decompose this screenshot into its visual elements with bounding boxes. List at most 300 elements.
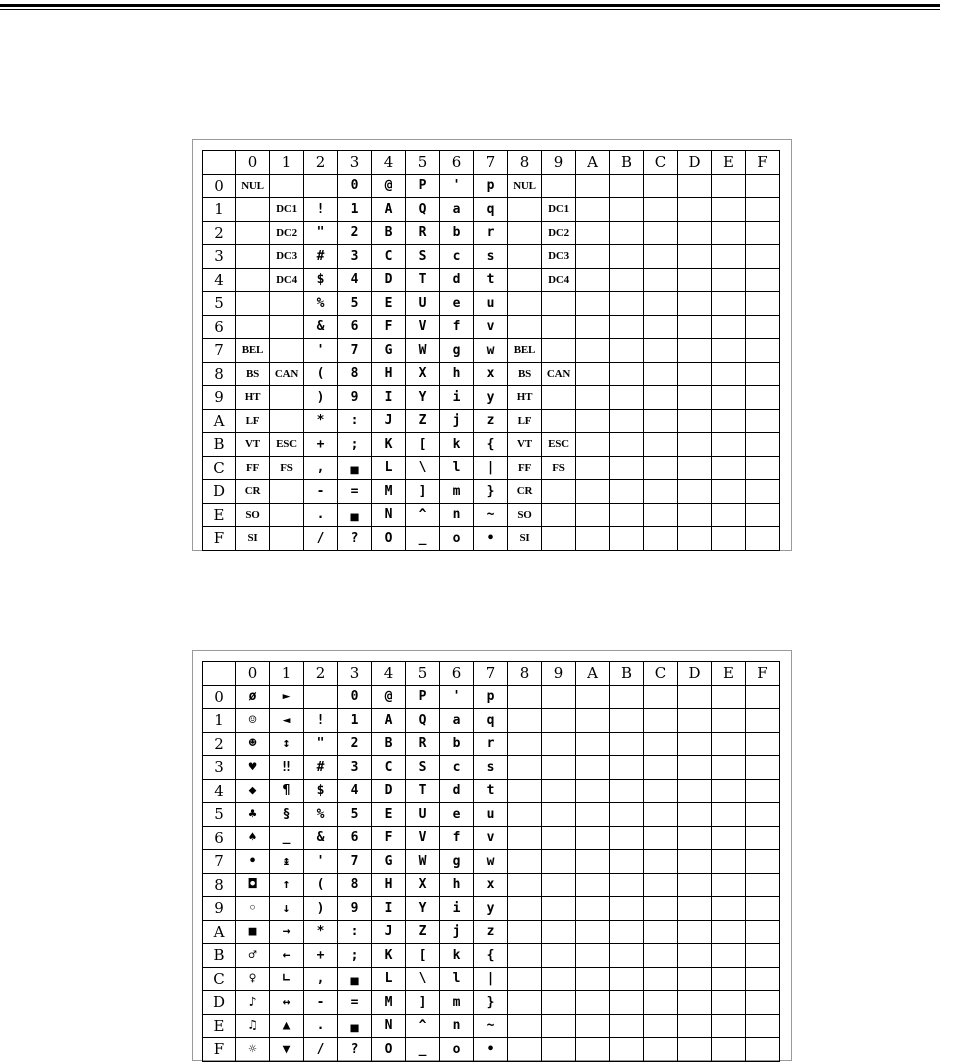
char-cell (508, 779, 542, 803)
char-cell: ! (304, 198, 338, 222)
char-cell: _ (406, 527, 440, 551)
corner-cell (203, 151, 236, 175)
char-cell (644, 897, 678, 921)
char-cell: 2 (338, 732, 372, 756)
char-cell (508, 198, 542, 222)
char-cell (576, 1014, 610, 1038)
char-cell: , (304, 967, 338, 991)
col-header: F (746, 662, 780, 686)
char-cell (610, 826, 644, 850)
corner-cell (203, 662, 236, 686)
table-row (203, 803, 780, 827)
char-cell: } (474, 991, 508, 1015)
char-cell: F (372, 315, 406, 339)
char-cell: 8 (338, 362, 372, 386)
char-cell: DC1 (270, 198, 304, 222)
table-row (203, 732, 780, 756)
table-row (203, 221, 780, 245)
char-cell (678, 174, 712, 198)
table-row (203, 409, 780, 433)
char-cell: ▄ (338, 456, 372, 480)
char-cell (746, 480, 780, 504)
col-header: 8 (508, 662, 542, 686)
char-cell (678, 873, 712, 897)
char-cell (508, 850, 542, 874)
char-cell (678, 386, 712, 410)
char-cell: → (270, 920, 304, 944)
char-cell: V (406, 315, 440, 339)
char-cell (678, 897, 712, 921)
char-cell (644, 409, 678, 433)
row-header: 5 (203, 803, 236, 827)
row-header: D (203, 480, 236, 504)
char-cell (678, 850, 712, 874)
char-cell: D (372, 268, 406, 292)
row-header: 2 (203, 221, 236, 245)
char-cell: DC3 (270, 245, 304, 269)
char-cell: [ (406, 944, 440, 968)
char-cell (712, 756, 746, 780)
char-cell (746, 944, 780, 968)
char-cell (678, 527, 712, 551)
char-cell (576, 1038, 610, 1062)
table-row (203, 268, 780, 292)
char-cell: { (474, 944, 508, 968)
char-cell: ^ (406, 1014, 440, 1038)
char-table-2 (202, 661, 780, 1062)
char-cell (712, 685, 746, 709)
char-cell (746, 198, 780, 222)
char-cell: 7 (338, 339, 372, 363)
char-cell: K (372, 433, 406, 457)
char-cell: o (440, 1038, 474, 1062)
char-cell (508, 732, 542, 756)
char-cell: 3 (338, 245, 372, 269)
char-cell (712, 803, 746, 827)
char-cell: r (474, 732, 508, 756)
char-cell (712, 991, 746, 1015)
char-cell: L (372, 967, 406, 991)
char-cell: o (440, 527, 474, 551)
char-cell (610, 756, 644, 780)
char-cell (678, 456, 712, 480)
char-cell (610, 732, 644, 756)
char-cell: BEL (508, 339, 542, 363)
char-cell (678, 1014, 712, 1038)
char-cell (678, 245, 712, 269)
header-rule-thin (0, 9, 940, 10)
char-cell (746, 362, 780, 386)
char-cell (644, 339, 678, 363)
char-cell (610, 198, 644, 222)
char-cell (746, 386, 780, 410)
char-cell (678, 1038, 712, 1062)
char-cell (610, 362, 644, 386)
char-cell: § (270, 803, 304, 827)
char-cell (610, 268, 644, 292)
char-cell: l (440, 456, 474, 480)
char-cell (610, 315, 644, 339)
char-cell: = (338, 480, 372, 504)
table-row (203, 339, 780, 363)
char-cell: y (474, 386, 508, 410)
char-cell (576, 292, 610, 316)
char-cell: FS (270, 456, 304, 480)
char-cell: ▄ (338, 967, 372, 991)
char-cell (576, 709, 610, 733)
col-header: 2 (304, 662, 338, 686)
row-header: 3 (203, 756, 236, 780)
char-cell (644, 503, 678, 527)
char-cell: + (304, 944, 338, 968)
char-cell: ' (304, 850, 338, 874)
char-cell (712, 709, 746, 733)
col-header: B (610, 662, 644, 686)
char-cell: ] (406, 480, 440, 504)
char-cell (576, 174, 610, 198)
row-header: A (203, 920, 236, 944)
char-cell (508, 292, 542, 316)
char-cell (542, 339, 576, 363)
char-cell (576, 386, 610, 410)
row-header: C (203, 967, 236, 991)
char-cell: u (474, 803, 508, 827)
char-cell: c (440, 245, 474, 269)
table-row (203, 503, 780, 527)
char-cell (678, 409, 712, 433)
char-cell (542, 409, 576, 433)
char-cell (746, 803, 780, 827)
char-cell (678, 315, 712, 339)
char-cell: C (372, 756, 406, 780)
char-cell (644, 803, 678, 827)
char-cell (236, 292, 270, 316)
char-cell: f (440, 315, 474, 339)
char-cell (746, 709, 780, 733)
table-row (203, 897, 780, 921)
char-cell: 8 (338, 873, 372, 897)
char-cell (576, 803, 610, 827)
char-cell (712, 292, 746, 316)
char-cell: ◆ (236, 779, 270, 803)
char-cell: n (440, 503, 474, 527)
char-cell: R (406, 221, 440, 245)
char-cell: _ (406, 1038, 440, 1062)
char-cell (610, 709, 644, 733)
char-cell (712, 362, 746, 386)
char-cell: B (372, 221, 406, 245)
char-cell (508, 221, 542, 245)
col-header: 9 (542, 662, 576, 686)
char-cell: % (304, 803, 338, 827)
char-cell: x (474, 873, 508, 897)
char-cell (678, 198, 712, 222)
col-header: 1 (270, 151, 304, 175)
char-cell: F (372, 826, 406, 850)
char-cell: " (304, 221, 338, 245)
char-cell (644, 756, 678, 780)
char-cell (644, 920, 678, 944)
char-cell (746, 991, 780, 1015)
col-header: 0 (236, 151, 270, 175)
char-cell: ' (440, 685, 474, 709)
col-header: 6 (440, 151, 474, 175)
char-cell (270, 315, 304, 339)
char-cell: 7 (338, 850, 372, 874)
char-cell: DC2 (270, 221, 304, 245)
char-cell: N (372, 503, 406, 527)
char-cell (542, 315, 576, 339)
char-cell (576, 362, 610, 386)
char-cell (644, 292, 678, 316)
char-cell: % (304, 292, 338, 316)
char-cell (712, 850, 746, 874)
char-cell: P (406, 685, 440, 709)
char-cell (746, 779, 780, 803)
char-cell: • (236, 850, 270, 874)
col-header: C (644, 151, 678, 175)
char-cell (712, 221, 746, 245)
char-cell: r (474, 221, 508, 245)
char-cell: e (440, 292, 474, 316)
row-header: 9 (203, 897, 236, 921)
char-cell: ( (304, 873, 338, 897)
char-cell: ☼ (236, 1038, 270, 1062)
char-cell (712, 339, 746, 363)
char-cell: / (304, 1038, 338, 1062)
char-cell (678, 709, 712, 733)
char-cell (746, 732, 780, 756)
char-cell (610, 1038, 644, 1062)
table-row (203, 873, 780, 897)
char-cell (508, 803, 542, 827)
char-cell: 4 (338, 779, 372, 803)
char-cell (678, 292, 712, 316)
char-cell (746, 268, 780, 292)
char-cell (610, 221, 644, 245)
char-cell (678, 268, 712, 292)
char-cell (712, 527, 746, 551)
char-cell (644, 221, 678, 245)
char-cell (678, 779, 712, 803)
row-header: 3 (203, 245, 236, 269)
char-cell (610, 503, 644, 527)
char-cell (712, 315, 746, 339)
col-header: 8 (508, 151, 542, 175)
char-cell: O (372, 527, 406, 551)
char-cell: c (440, 756, 474, 780)
char-cell (712, 920, 746, 944)
char-cell: NUL (236, 174, 270, 198)
char-cell: h (440, 362, 474, 386)
char-cell: BS (236, 362, 270, 386)
char-cell: ( (304, 362, 338, 386)
char-cell (746, 685, 780, 709)
char-cell (644, 967, 678, 991)
char-cell: ~ (474, 503, 508, 527)
row-header: 0 (203, 685, 236, 709)
char-cell (576, 756, 610, 780)
char-cell: SI (236, 527, 270, 551)
char-cell (644, 198, 678, 222)
char-cell (576, 480, 610, 504)
char-cell: n (440, 1014, 474, 1038)
char-cell (508, 944, 542, 968)
char-cell (678, 362, 712, 386)
char-cell (746, 503, 780, 527)
char-cell (644, 480, 678, 504)
row-header: B (203, 944, 236, 968)
table-row (203, 456, 780, 480)
char-cell: * (304, 409, 338, 433)
char-cell: _ (270, 826, 304, 850)
char-cell (746, 920, 780, 944)
char-cell: ¶ (270, 779, 304, 803)
table-row (203, 174, 780, 198)
char-cell: U (406, 292, 440, 316)
col-header: D (678, 662, 712, 686)
table-row (203, 991, 780, 1015)
char-cell: ~ (474, 1014, 508, 1038)
char-cell (304, 174, 338, 198)
char-cell: SO (236, 503, 270, 527)
char-cell (270, 174, 304, 198)
char-cell: Z (406, 409, 440, 433)
char-cell (644, 315, 678, 339)
char-cell: R (406, 732, 440, 756)
char-cell: q (474, 709, 508, 733)
char-cell: C (372, 245, 406, 269)
char-cell: E (372, 803, 406, 827)
char-cell (508, 873, 542, 897)
char-cell (576, 897, 610, 921)
char-cell (508, 967, 542, 991)
char-cell: 0 (338, 685, 372, 709)
char-cell: b (440, 221, 474, 245)
char-cell (542, 944, 576, 968)
char-cell: CR (236, 480, 270, 504)
char-cell: ♀ (236, 967, 270, 991)
col-header: 5 (406, 662, 440, 686)
col-header: 7 (474, 662, 508, 686)
row-header: 6 (203, 315, 236, 339)
char-cell: & (304, 826, 338, 850)
char-cell (542, 756, 576, 780)
char-cell (712, 245, 746, 269)
char-cell: | (474, 967, 508, 991)
char-cell (712, 456, 746, 480)
char-cell (508, 826, 542, 850)
char-cell: S (406, 756, 440, 780)
table-row (203, 685, 780, 709)
char-cell (542, 1014, 576, 1038)
char-cell (610, 456, 644, 480)
char-cell (644, 268, 678, 292)
char-cell: e (440, 803, 474, 827)
char-cell: 1 (338, 709, 372, 733)
char-cell (576, 873, 610, 897)
char-cell (610, 967, 644, 991)
row-header: 7 (203, 850, 236, 874)
char-cell: s (474, 756, 508, 780)
char-cell (712, 1038, 746, 1062)
char-cell: Z (406, 920, 440, 944)
char-cell: FS (542, 456, 576, 480)
char-cell (576, 433, 610, 457)
char-cell (712, 732, 746, 756)
row-header: F (203, 1038, 236, 1062)
row-header: 1 (203, 198, 236, 222)
char-cell (644, 527, 678, 551)
char-cell: y (474, 897, 508, 921)
char-cell (610, 339, 644, 363)
char-cell (542, 991, 576, 1015)
char-cell (610, 850, 644, 874)
char-cell: ' (304, 339, 338, 363)
row-header: A (203, 409, 236, 433)
table-row (203, 1014, 780, 1038)
char-cell (746, 433, 780, 457)
char-cell (746, 409, 780, 433)
char-cell (644, 174, 678, 198)
header-row (203, 151, 780, 175)
char-cell (542, 503, 576, 527)
char-cell (610, 409, 644, 433)
col-header: E (712, 151, 746, 175)
table-row (203, 315, 780, 339)
char-cell: , (304, 456, 338, 480)
char-cell (508, 756, 542, 780)
char-cell (610, 245, 644, 269)
char-cell (746, 221, 780, 245)
char-cell (610, 897, 644, 921)
char-cell: p (474, 685, 508, 709)
char-table-1 (202, 150, 780, 551)
char-cell (644, 709, 678, 733)
char-cell: [ (406, 433, 440, 457)
char-cell (610, 292, 644, 316)
char-cell (678, 967, 712, 991)
char-cell (270, 409, 304, 433)
char-cell (746, 826, 780, 850)
col-header: 1 (270, 662, 304, 686)
char-table-frame-2 (192, 650, 792, 1061)
char-cell (542, 826, 576, 850)
char-cell (678, 803, 712, 827)
table-row (203, 480, 780, 504)
char-cell: g (440, 850, 474, 874)
char-cell: J (372, 920, 406, 944)
char-cell (712, 386, 746, 410)
header-rule-thick (0, 4, 940, 7)
char-cell (746, 245, 780, 269)
char-cell: x (474, 362, 508, 386)
char-cell: V (406, 826, 440, 850)
char-cell (746, 174, 780, 198)
table-row (203, 826, 780, 850)
table-row (203, 292, 780, 316)
char-cell: ◄ (270, 709, 304, 733)
char-cell: . (304, 1014, 338, 1038)
char-cell (270, 386, 304, 410)
char-cell: • (474, 1038, 508, 1062)
char-cell: M (372, 991, 406, 1015)
char-cell (270, 527, 304, 551)
col-header: 5 (406, 151, 440, 175)
char-cell: ‼ (270, 756, 304, 780)
char-cell: * (304, 920, 338, 944)
char-cell (576, 826, 610, 850)
